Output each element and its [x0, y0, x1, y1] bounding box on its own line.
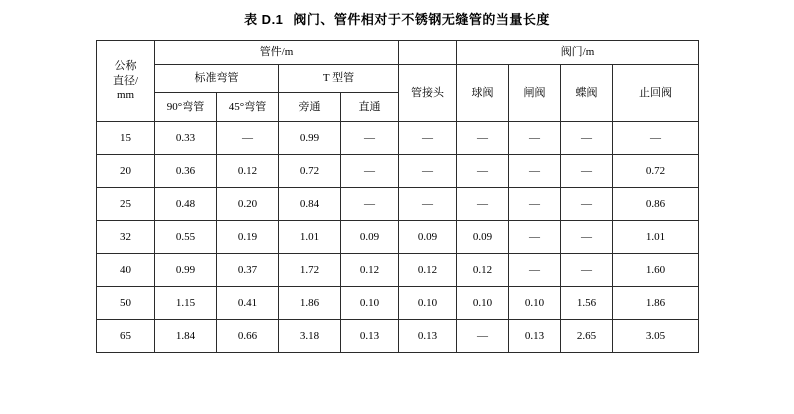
cell-elbow-45: 0.20 [217, 188, 279, 221]
table-caption [0, 0, 794, 40]
cell-butterfly-valve: 1.56 [561, 287, 613, 320]
cell-gate-valve: — [509, 221, 561, 254]
cell-straight: 0.09 [341, 221, 399, 254]
header-group-fittings: 管件/m [155, 41, 399, 65]
cell-elbow-45: 0.41 [217, 287, 279, 320]
header-straight: 直通 [341, 93, 399, 122]
cell-butterfly-valve: — [561, 221, 613, 254]
table-caption-title: 阀门、管件相对于不锈钢无缝管的当量长度 [293, 12, 550, 27]
cell-elbow-45: 0.66 [217, 320, 279, 353]
cell-pipe-joint: 0.13 [399, 320, 457, 353]
cell-check-valve: 1.01 [613, 221, 699, 254]
cell-ball-valve: 0.09 [457, 221, 509, 254]
header-nominal-diameter: 公称 直径/ mm [97, 41, 155, 122]
table-row [97, 188, 699, 221]
cell-butterfly-valve: — [561, 188, 613, 221]
table-body [97, 122, 699, 353]
header-elbow-90: 90°弯管 [155, 93, 217, 122]
cell-elbow-90: 0.99 [155, 254, 217, 287]
cell-check-valve: 3.05 [613, 320, 699, 353]
cell-elbow-90: 0.48 [155, 188, 217, 221]
cell-dn: 40 [97, 254, 155, 287]
table-caption-label: 表 D.1 [244, 12, 284, 27]
cell-bypass: 1.72 [279, 254, 341, 287]
header-tee: T 型管 [279, 65, 399, 93]
cell-pipe-joint: 0.09 [399, 221, 457, 254]
cell-elbow-90: 1.15 [155, 287, 217, 320]
table-row [97, 287, 699, 320]
cell-butterfly-valve: — [561, 122, 613, 155]
cell-check-valve: 1.86 [613, 287, 699, 320]
cell-bypass: 0.99 [279, 122, 341, 155]
cell-butterfly-valve: 2.65 [561, 320, 613, 353]
table-row [97, 221, 699, 254]
header-gate-valve: 闸阀 [509, 65, 561, 122]
cell-straight: 0.13 [341, 320, 399, 353]
cell-ball-valve: — [457, 155, 509, 188]
cell-elbow-90: 0.33 [155, 122, 217, 155]
cell-elbow-45: 0.12 [217, 155, 279, 188]
cell-check-valve: 0.72 [613, 155, 699, 188]
header-ball-valve: 球阀 [457, 65, 509, 122]
cell-bypass: 1.01 [279, 221, 341, 254]
cell-straight: — [341, 122, 399, 155]
table-header-row-1 [97, 41, 699, 65]
cell-dn: 15 [97, 122, 155, 155]
table-row [97, 122, 699, 155]
cell-pipe-joint: — [399, 155, 457, 188]
header-pipe-joint: 管接头 [399, 65, 457, 122]
cell-elbow-45: — [217, 122, 279, 155]
cell-ball-valve: 0.12 [457, 254, 509, 287]
cell-dn: 25 [97, 188, 155, 221]
cell-check-valve: 0.86 [613, 188, 699, 221]
cell-straight: 0.12 [341, 254, 399, 287]
cell-butterfly-valve: — [561, 254, 613, 287]
cell-butterfly-valve: — [561, 155, 613, 188]
cell-gate-valve: — [509, 122, 561, 155]
table-row [97, 254, 699, 287]
header-bypass: 旁通 [279, 93, 341, 122]
cell-gate-valve: — [509, 188, 561, 221]
header-elbow-45: 45°弯管 [217, 93, 279, 122]
cell-check-valve: — [613, 122, 699, 155]
cell-bypass: 0.72 [279, 155, 341, 188]
table-header-row-2 [97, 65, 699, 93]
cell-dn: 32 [97, 221, 155, 254]
cell-dn: 50 [97, 287, 155, 320]
cell-straight: — [341, 188, 399, 221]
cell-pipe-joint: — [399, 122, 457, 155]
cell-ball-valve: — [457, 188, 509, 221]
cell-bypass: 1.86 [279, 287, 341, 320]
cell-ball-valve: — [457, 320, 509, 353]
cell-elbow-90: 0.36 [155, 155, 217, 188]
cell-straight: 0.10 [341, 287, 399, 320]
cell-bypass: 0.84 [279, 188, 341, 221]
header-butterfly-valve: 蝶阀 [561, 65, 613, 122]
cell-pipe-joint: 0.12 [399, 254, 457, 287]
cell-ball-valve: — [457, 122, 509, 155]
table-row [97, 320, 699, 353]
table-row [97, 155, 699, 188]
cell-gate-valve: 0.10 [509, 287, 561, 320]
cell-pipe-joint: — [399, 188, 457, 221]
cell-gate-valve: — [509, 254, 561, 287]
cell-gate-valve: — [509, 155, 561, 188]
cell-dn: 65 [97, 320, 155, 353]
header-check-valve: 止回阀 [613, 65, 699, 122]
table-container [0, 40, 794, 353]
header-standard-elbow: 标准弯管 [155, 65, 279, 93]
cell-elbow-45: 0.19 [217, 221, 279, 254]
header-spacer-pipe-joint [399, 41, 457, 65]
header-group-valves: 阀门/m [457, 41, 699, 65]
cell-dn: 20 [97, 155, 155, 188]
cell-elbow-90: 1.84 [155, 320, 217, 353]
cell-ball-valve: 0.10 [457, 287, 509, 320]
cell-elbow-90: 0.55 [155, 221, 217, 254]
cell-gate-valve: 0.13 [509, 320, 561, 353]
cell-check-valve: 1.60 [613, 254, 699, 287]
cell-pipe-joint: 0.10 [399, 287, 457, 320]
cell-straight: — [341, 155, 399, 188]
equivalent-length-table [96, 40, 699, 353]
cell-bypass: 3.18 [279, 320, 341, 353]
cell-elbow-45: 0.37 [217, 254, 279, 287]
